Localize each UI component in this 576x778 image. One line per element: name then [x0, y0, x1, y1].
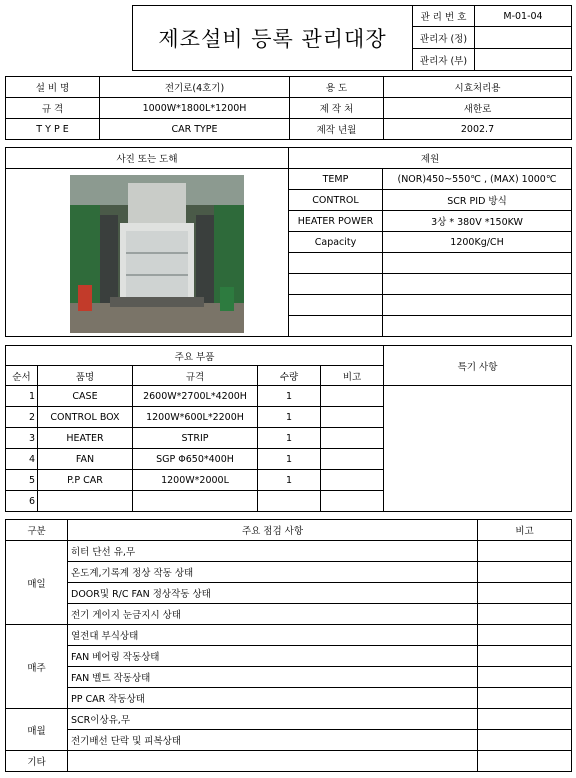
inspection-item: 온도계,기록계 정상 작동 상태 [68, 562, 478, 583]
part-qty: 1 [258, 407, 321, 428]
inspection-item: 열전대 부식상태 [68, 625, 478, 646]
manager-sub-label: 관리자 (부) [413, 49, 475, 71]
year-label: 제작 년월 [290, 119, 384, 140]
header-table [132, 5, 572, 71]
part-name: P.P CAR [38, 470, 133, 491]
furnace-photo-image [70, 175, 244, 333]
equipment-info-table [5, 76, 572, 140]
year-value: 2002.7 [384, 119, 572, 140]
inspection-item: SCR이상유,무 [68, 709, 478, 730]
part-no: 4 [6, 449, 38, 470]
part-name: HEATER [38, 428, 133, 449]
inspection-note [478, 751, 572, 772]
name-value: 전기로(4호기) [100, 77, 290, 98]
part-no: 5 [6, 470, 38, 491]
spec-value-heater-power: 3상 * 380V *150KW [383, 211, 572, 232]
inspection-note [478, 583, 572, 604]
part-spec [133, 491, 258, 512]
inspection-note [478, 688, 572, 709]
inspection-col-category: 구분 [6, 520, 68, 541]
inspection-table [5, 519, 572, 772]
use-label: 용 도 [290, 77, 384, 98]
part-note [321, 386, 384, 407]
maker-value: 새한로 [384, 98, 572, 119]
inspection-note [478, 667, 572, 688]
part-name: FAN [38, 449, 133, 470]
spec-value-empty [383, 253, 572, 274]
part-qty: 1 [258, 386, 321, 407]
inspection-item: DOOR및 R/C FAN 정상작동 상태 [68, 583, 478, 604]
manager-main-label: 관리자 (정) [413, 27, 475, 49]
part-name [38, 491, 133, 512]
spec-value-empty [383, 274, 572, 295]
parts-col-no: 순서 [6, 366, 38, 386]
part-qty: 1 [258, 428, 321, 449]
parts-header: 주요 부품 [6, 346, 384, 366]
inspection-item: FAN 벨트 작동상태 [68, 667, 478, 688]
spec-label-temp: TEMP [289, 169, 383, 190]
part-note [321, 407, 384, 428]
inspection-group-monthly: 매월 [6, 709, 68, 751]
part-note [321, 470, 384, 491]
part-no: 2 [6, 407, 38, 428]
part-name: CASE [38, 386, 133, 407]
inspection-item [68, 751, 478, 772]
spec-value-capacity: 1200Kg/CH [383, 232, 572, 253]
inspection-group-daily: 매일 [6, 541, 68, 625]
name-label: 설 비 명 [6, 77, 100, 98]
spec-value-temp: (NOR)450~550℃ , (MAX) 1000℃ [383, 169, 572, 190]
inspection-item: 히터 단선 유,무 [68, 541, 478, 562]
manager-sub-value[interactable] [475, 49, 572, 71]
spec-value-empty [383, 316, 572, 337]
type-label: T Y P E [6, 119, 100, 140]
spec-label-empty [289, 295, 383, 316]
spec-value: 1000W*1800L*1200H [100, 98, 290, 119]
spec-label-empty [289, 316, 383, 337]
manager-main-value[interactable] [475, 27, 572, 49]
inspection-item: 전기배선 단락 및 피복상태 [68, 730, 478, 751]
part-spec: 1200W*600L*2200H [133, 407, 258, 428]
part-qty: 1 [258, 470, 321, 491]
part-spec: STRIP [133, 428, 258, 449]
part-spec: 2600W*2700L*4200H [133, 386, 258, 407]
inspection-item: PP CAR 작동상태 [68, 688, 478, 709]
part-no: 3 [6, 428, 38, 449]
inspection-note [478, 730, 572, 751]
photo-spec-table [5, 147, 572, 337]
inspection-group-weekly: 매주 [6, 625, 68, 709]
specs-header: 제원 [289, 148, 572, 169]
part-name: CONTROL BOX [38, 407, 133, 428]
inspection-note [478, 625, 572, 646]
spec-label-empty [289, 253, 383, 274]
use-value: 시효처리용 [384, 77, 572, 98]
photo-header: 사진 또는 도해 [6, 148, 289, 169]
type-value: CAR TYPE [100, 119, 290, 140]
inspection-col-items: 주요 점검 사항 [68, 520, 478, 541]
spec-value-empty [383, 295, 572, 316]
part-spec: SGP Φ650*400H [133, 449, 258, 470]
special-notes-cell [384, 386, 572, 512]
spec-label-empty [289, 274, 383, 295]
inspection-note [478, 562, 572, 583]
mgmt-no-value: M-01-04 [475, 6, 572, 27]
inspection-item: 전기 게이지 눈금지시 상태 [68, 604, 478, 625]
spec-label: 규 격 [6, 98, 100, 119]
inspection-note [478, 604, 572, 625]
page-title: 제조설비 등록 관리대장 [133, 6, 413, 71]
part-spec: 1200W*2000L [133, 470, 258, 491]
photo-cell [6, 169, 289, 337]
inspection-note [478, 541, 572, 562]
part-qty [258, 491, 321, 512]
spec-label-heater-power: HEATER POWER [289, 211, 383, 232]
spec-label-capacity: Capacity [289, 232, 383, 253]
parts-col-spec: 규격 [133, 366, 258, 386]
spec-label-control: CONTROL [289, 190, 383, 211]
part-qty: 1 [258, 449, 321, 470]
part-note [321, 428, 384, 449]
inspection-group-etc: 기타 [6, 751, 68, 772]
parts-col-qty: 수량 [258, 366, 321, 386]
inspection-note [478, 709, 572, 730]
inspection-item: FAN 베어링 작동상태 [68, 646, 478, 667]
inspection-note [478, 646, 572, 667]
special-notes-header: 특기 사항 [384, 346, 572, 386]
spec-value-control: SCR PID 방식 [383, 190, 572, 211]
part-no: 1 [6, 386, 38, 407]
furnace-photo [70, 175, 244, 333]
inspection-col-note: 비고 [478, 520, 572, 541]
parts-table [5, 345, 572, 512]
part-no: 6 [6, 491, 38, 512]
part-note [321, 491, 384, 512]
maker-label: 제 작 처 [290, 98, 384, 119]
part-note [321, 449, 384, 470]
parts-col-name: 품명 [38, 366, 133, 386]
parts-col-note: 비고 [321, 366, 384, 386]
mgmt-no-label: 관 리 번 호 [413, 6, 475, 27]
